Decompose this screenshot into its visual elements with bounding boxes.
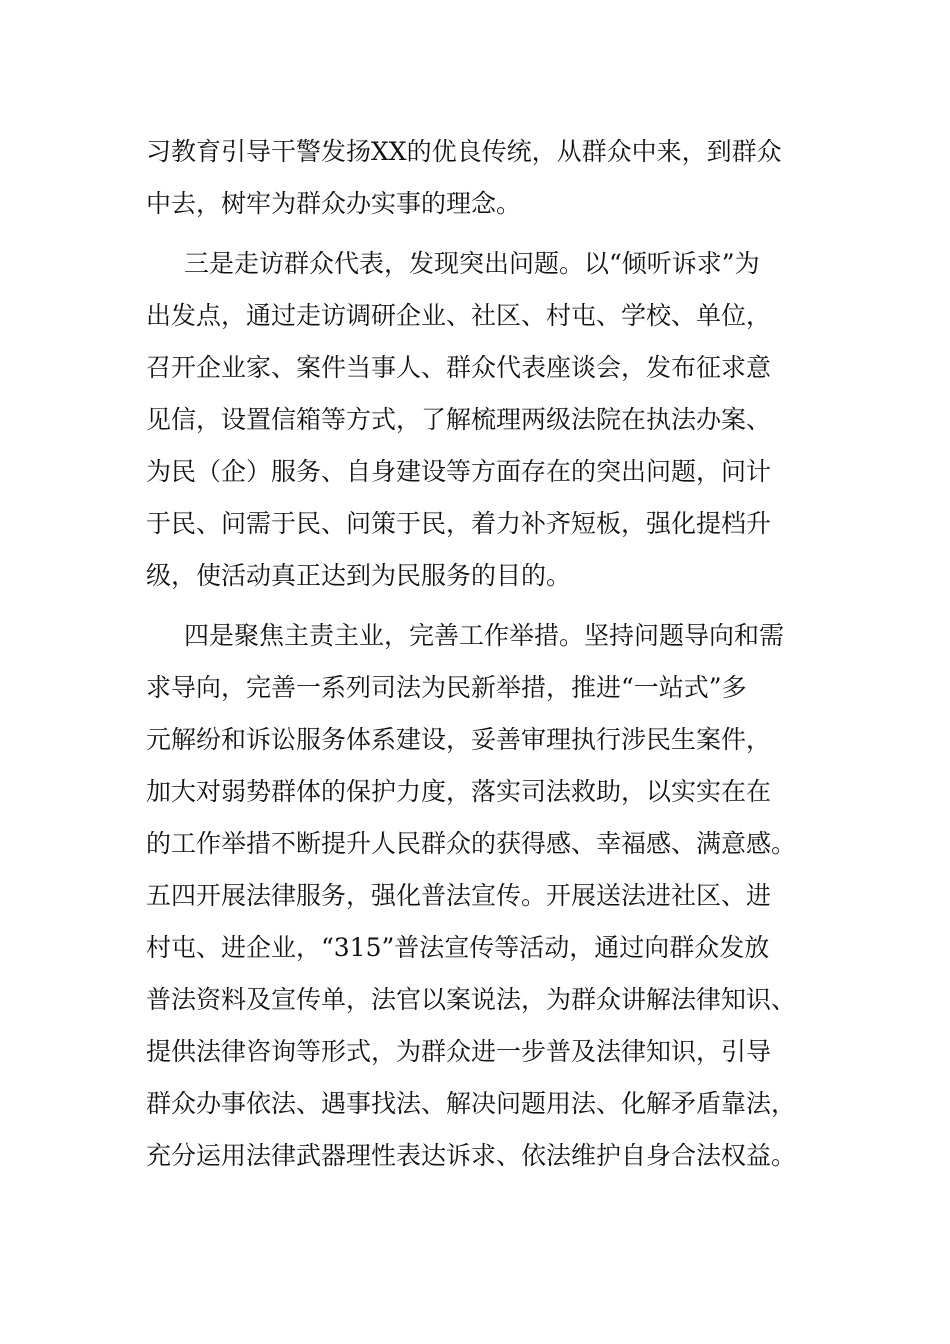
paragraph-line: 见信，设置信箱等方式，了解梳理两级法院在执法办案、	[146, 405, 772, 434]
paragraph-line: 充分运用法律武器理性表达诉求、依法维护自身合法权益。	[146, 1141, 797, 1170]
paragraph-line: 召开企业家、案件当事人、群众代表座谈会，发布征求意	[146, 353, 772, 382]
paragraph-line: 于民、问需于民、问策于民，着力补齐短板，强化提档升	[146, 509, 772, 538]
paragraph-line: 三是走访群众代表，发现突出问题。以“倾听诉求”为	[184, 249, 760, 278]
paragraph-line: 普法资料及宣传单，法官以案说法，为群众讲解法律知识、	[146, 985, 797, 1014]
paragraph-line: 级，使活动真正达到为民服务的目的。	[146, 561, 572, 590]
paragraph-line: 中去，树牢为群众办实事的理念。	[146, 189, 522, 218]
paragraph-line: 的工作举措不断提升人民群众的获得感、幸福感、满意感。	[146, 829, 797, 858]
paragraph-line: 习教育引导干警发扬XX的优良传统，从群众中来，到群众	[146, 137, 782, 166]
paragraph-3	[146, 610, 806, 1182]
paragraph-line: 出发点，通过走访调研企业、社区、村屯、学校、单位，	[146, 301, 772, 330]
paragraph-2	[146, 238, 806, 602]
paragraph-line: 加大对弱势群体的保护力度，落实司法救助，以实实在在	[146, 777, 772, 806]
paragraph-line: 村屯、进企业，“315”普法宣传等活动，通过向群众发放	[146, 933, 770, 962]
paragraph-line: 提供法律咨询等形式，为群众进一步普及法律知识，引导	[146, 1037, 772, 1066]
paragraph-line: 求导向，完善一系列司法为民新举措，推进“一站式”多	[146, 673, 747, 702]
paragraph-line: 为民（企）服务、自身建设等方面存在的突出问题，问计	[146, 457, 772, 486]
paragraph-line: 群众办事依法、遇事找法、解决问题用法、化解矛盾靠法，	[146, 1089, 797, 1118]
paragraph-line: 四是聚焦主责主业，完善工作举措。坚持问题导向和需	[184, 621, 785, 650]
paragraph-line: 五四开展法律服务，强化普法宣传。开展送法进社区、进	[146, 881, 772, 910]
paragraph-line: 元解纷和诉讼服务体系建设，妥善审理执行涉民生案件，	[146, 725, 772, 754]
paragraph-1	[146, 126, 806, 230]
